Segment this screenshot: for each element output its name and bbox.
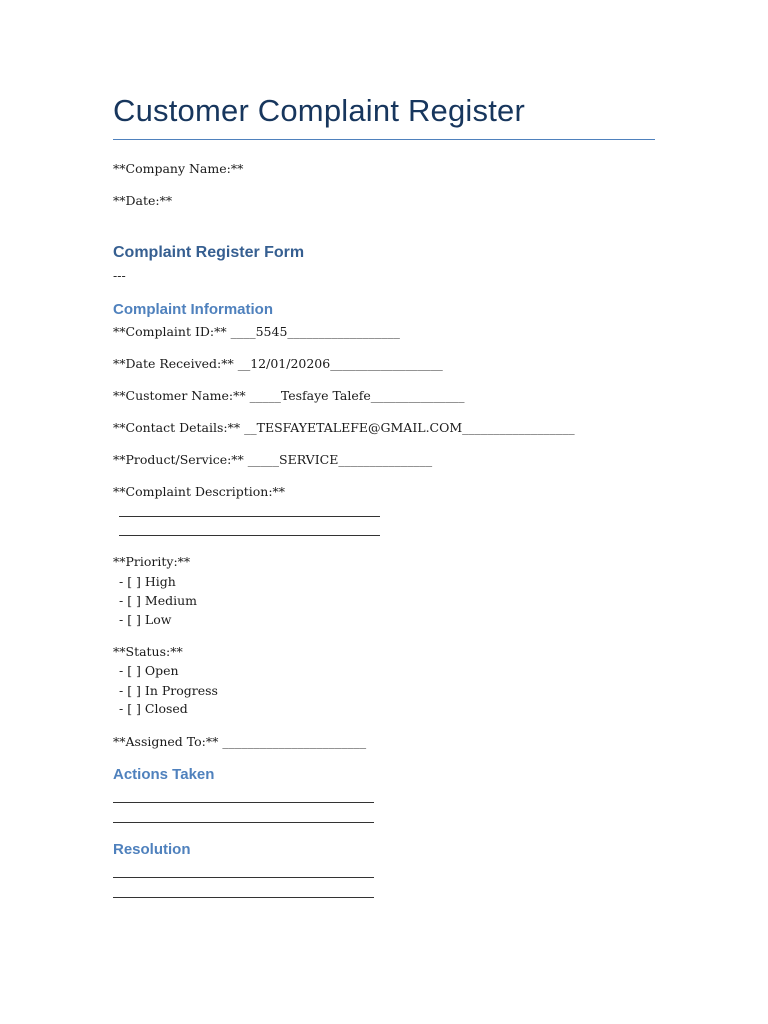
actions-taken-heading: Actions Taken: [113, 766, 215, 783]
status-label: **Status:**: [113, 644, 183, 659]
status-option-open: - [ ] Open: [119, 663, 179, 678]
priority-label: **Priority:**: [113, 554, 191, 569]
company-name-label: **Company Name:**: [113, 161, 244, 176]
document-title: Customer Complaint Register: [113, 93, 525, 128]
description-blank-line-2: [119, 535, 380, 536]
description-blank-line-1: [119, 516, 380, 517]
actions-blank-line-1: [113, 802, 374, 803]
complaint-description-label: **Complaint Description:**: [113, 484, 286, 499]
actions-blank-line-2: [113, 822, 374, 823]
status-option-closed: - [ ] Closed: [119, 701, 188, 716]
priority-option-low: - [ ] Low: [119, 612, 172, 627]
assigned-to-field: **Assigned To:** _______________________: [113, 734, 367, 749]
priority-option-medium: - [ ] Medium: [119, 593, 197, 608]
priority-option-high: - [ ] High: [119, 574, 176, 589]
product-service-field: **Product/Service:** _____SERVICE_______________: [113, 452, 433, 467]
complaint-information-heading: Complaint Information: [113, 301, 273, 318]
date-label: **Date:**: [113, 193, 173, 208]
status-option-in-progress: - [ ] In Progress: [119, 683, 218, 698]
contact-details-field: **Contact Details:** __TESFAYETALEFE@GMAIL.COM__________________: [113, 420, 575, 435]
separator-text: ---: [113, 268, 126, 283]
resolution-blank-line-1: [113, 877, 374, 878]
resolution-blank-line-2: [113, 897, 374, 898]
title-underline: [113, 139, 655, 140]
form-heading: Complaint Register Form: [113, 244, 305, 261]
resolution-heading: Resolution: [113, 841, 191, 858]
date-received-field: **Date Received:** __12/01/20206__________________: [113, 356, 443, 371]
complaint-id-field: **Complaint ID:** ____5545__________________: [113, 324, 400, 339]
customer-name-field: **Customer Name:** _____Tesfaye Talefe_______________: [113, 388, 465, 403]
